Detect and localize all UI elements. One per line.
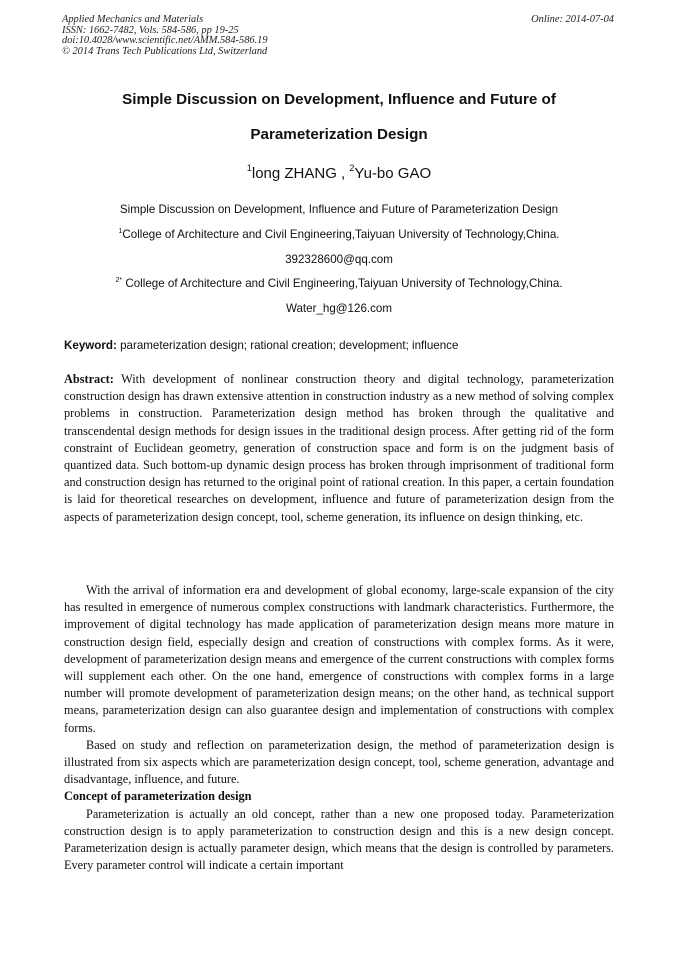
paper-title-line-1: Simple Discussion on Development, Influence and Future of xyxy=(122,91,556,108)
journal-name: Applied Mechanics and Materials xyxy=(62,14,204,25)
affiliation-1-index: 1 xyxy=(118,228,123,235)
paragraph-outline: Based on study and reflection on parameterization design, the method of parameterization design is illustrated from six aspects which are parameterization design concept, tool, scheme generation, advantage and disadvantage, influence, and future. xyxy=(64,737,614,787)
keyword-label: Keyword: xyxy=(64,339,117,352)
affiliation-2-text: College of Architecture and Civil Engineering,Taiyuan University of Technology,China. xyxy=(125,277,563,290)
email-2: Water_hg@126.com xyxy=(285,302,393,315)
abstract xyxy=(64,371,614,526)
affiliation-2 xyxy=(62,277,616,290)
online-date: Online: 2014-07-04 xyxy=(531,14,614,25)
paper-title-line-2: Parameterization Design xyxy=(250,126,428,143)
abstract-label: Abstract: xyxy=(64,372,114,386)
section-heading: Concept of parameterization design xyxy=(64,789,252,804)
abstract-text: With development of nonlinear construction theory and digital technology, parameterization construction design has drawn extensive attention in construction industry as a new method of solving complex problems in construction. Parameterization design method has broken through the qualitative and transcendental design methods for design issues in the traditional design process. After getting rid of the form constraint of Euclidean geometry, generation of construction space and form is on the judgment basis of quantized data. Such bottom-up dynamic design process has broken through imprisonment of traditional form and construction design has returned to the original point of rational creation. In this paper, a certain foundation is laid for theoretical researches on development, influence and future of parameterization design from the aspects of parameterization design concept, tool, scheme generation, its influence on design thinking, etc. xyxy=(64,372,614,524)
email-1: 392328600@qq.com xyxy=(285,253,393,266)
journal-doi: doi:10.4028/www.scientific.net/AMM.584-586.19 xyxy=(62,35,268,47)
keyword-text: parameterization design; rational creation; development; influence xyxy=(120,339,459,352)
journal-header xyxy=(62,15,268,57)
author-2-name: Yu-bo GAO xyxy=(354,165,432,182)
keywords xyxy=(64,339,458,352)
author-1-name: long ZHANG , xyxy=(251,165,346,182)
author-2-index: 2 xyxy=(349,163,355,173)
author-1-index: 1 xyxy=(246,163,252,173)
journal-copyright: © 2014 Trans Tech Publications Ltd, Switzerland xyxy=(62,45,268,57)
author-list xyxy=(62,163,616,182)
journal-issn: ISSN: 1662-7482, Vols. 584-586, pp 19-25 xyxy=(62,24,239,36)
affiliation-2-index: 2* xyxy=(115,277,123,284)
affiliation-1 xyxy=(62,228,616,241)
repeat-title: Simple Discussion on Development, Influence and Future of Parameterization Design xyxy=(119,203,559,216)
main-text xyxy=(64,582,614,874)
paragraph-concept: Parameterization is actually an old concept, rather than a new one proposed today. Parameterization construction design is to apply parameterization to construction design and this is a new design concept. Parameterization design is actually parameter design, which means that the design is controlled by parameters. Every parameter control will indicate a certain important xyxy=(64,806,614,873)
affiliation-1-text: College of Architecture and Civil Engineering,Taiyuan University of Technology,China. xyxy=(122,228,560,241)
paragraph-introduction: With the arrival of information era and development of global economy, large-scale expansion of the city has resulted in emergence of numerous complex constructions with landmark characteristics. Furthermore, the improvement of digital technology has made application of parameterization design means more mature in construction design field, especially design and creation of constructions with complex forms. As it were, development of parameterization design means and emergence of the current constructions with complex forms will supplement each other. On the one hand, emergence of constructions with complex forms in a large number will promote development of parameterization design means; on the other hand, as technical support means, parameterization design can also guarantee design and implementation of constructions with complex forms. xyxy=(64,583,614,735)
